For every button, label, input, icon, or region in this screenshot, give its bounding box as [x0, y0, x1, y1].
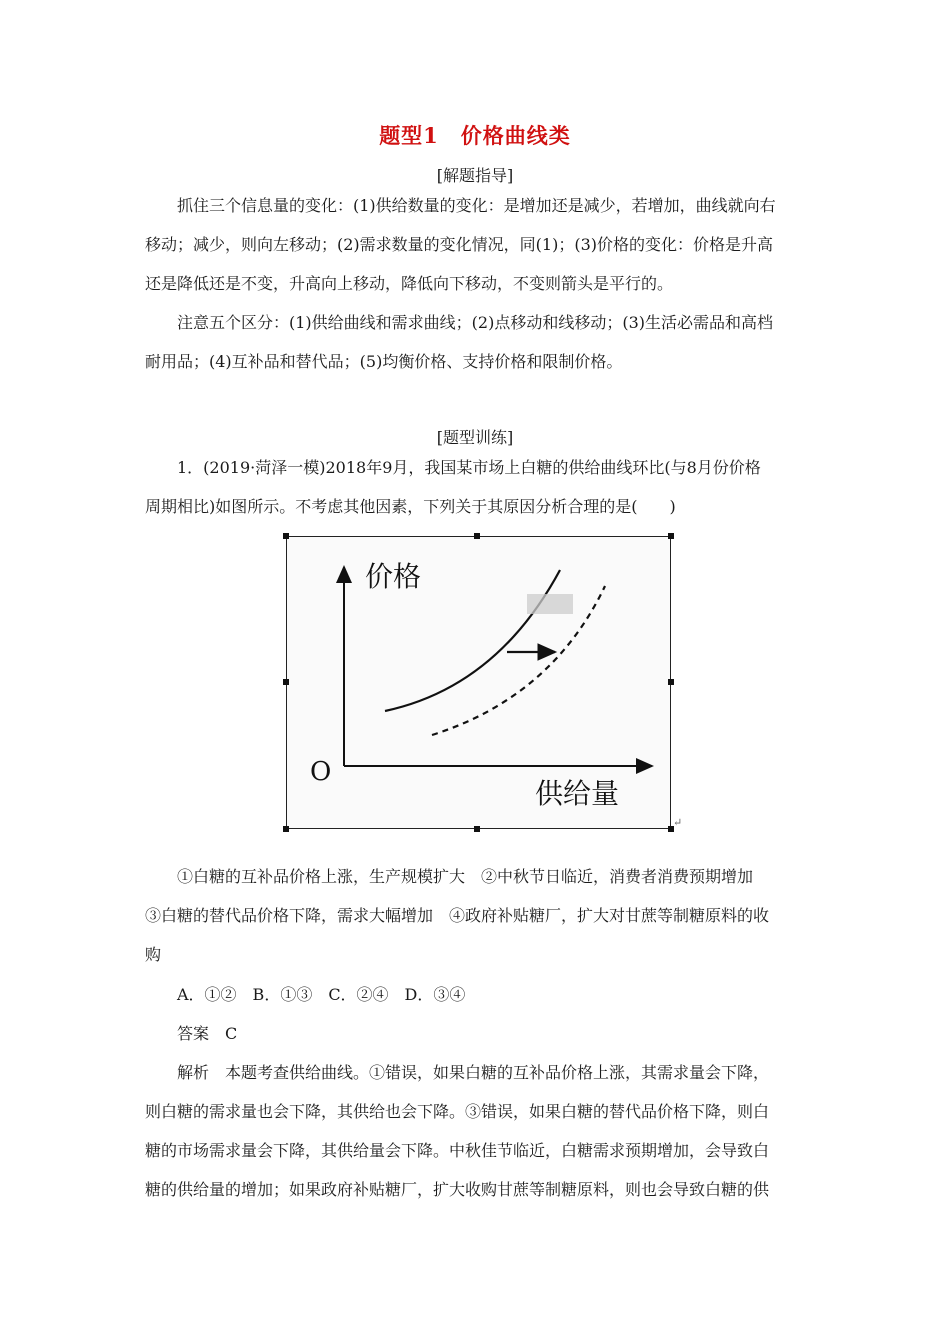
answer-block: [145, 975, 810, 1209]
resize-handle-bottom-left: [283, 826, 289, 832]
options-text: [145, 857, 810, 974]
question-line: 1．(2019·菏泽一模)2018年9月，我国某市场上白糖的供给曲线环比(与8月份价格: [177, 458, 761, 477]
resize-handle-top-left: [283, 533, 289, 539]
option-line: ①白糖的互补品价格上涨，生产规模扩大 ②中秋节日临近，消费者消费预期增加: [177, 867, 754, 886]
option-line: 购: [145, 945, 162, 964]
blurred-mark: [527, 594, 573, 614]
resize-handle-middle-right: [668, 679, 674, 685]
shifted-supply-curve: [432, 586, 605, 735]
resize-handle-top-right: [668, 533, 674, 539]
guide-line: 移动；减少，则向左移动；(2)需求数量的变化情况，同(1)；(3)价格的变化：价格是升高: [145, 235, 773, 254]
choices-line: A．①② B．①③ C．②④ D．③④: [177, 985, 466, 1004]
resize-handle-top-center: [474, 533, 480, 539]
guide-line: 还是降低还是不变，升高向上移动，降低向下移动，不变则箭头是平行的。: [145, 274, 674, 293]
answer-line: 答案 C: [177, 1024, 238, 1043]
analysis-line: 则白糖的需求量也会下降，其供给也会下降。③错误，如果白糖的替代品价格下降，则白: [145, 1102, 770, 1121]
guide-line: 耐用品；(4)互补品和替代品；(5)均衡价格、支持价格和限制价格。: [145, 352, 623, 371]
question-line: 周期相比)如图所示。不考虑其他因素，下列关于其原因分析合理的是( ): [145, 497, 676, 516]
guide-heading: [解题指导]: [436, 166, 514, 185]
resize-handle-bottom-center: [474, 826, 480, 832]
analysis-line: 解析 本题考查供给曲线。①错误，如果白糖的互补品价格上涨，其需求量会下降，: [177, 1063, 770, 1082]
page-title: 题型1 价格曲线类: [379, 123, 571, 148]
origin-label: O: [310, 757, 332, 787]
y-axis-label: 价格: [365, 560, 422, 593]
guide-text: [145, 186, 810, 381]
guide-line: 抓住三个信息量的变化：(1)供给数量的变化：是增加还是减少，若增加，曲线就向右: [177, 196, 776, 215]
analysis-line: 糖的供给量的增加；如果政府补贴糖厂，扩大收购甘蔗等制糖原料，则也会导致白糖的供: [145, 1180, 770, 1199]
guide-line: 注意五个区分：(1)供给曲线和需求曲线；(2)点移动和线移动；(3)生活必需品和高档: [177, 313, 773, 332]
paragraph-return-mark: ↵: [673, 816, 683, 829]
analysis-line: 糖的市场需求量会下降，其供给量会下降。中秋佳节临近，白糖需求预期增加，会导致白: [145, 1141, 770, 1160]
supply-curve-figure: [286, 536, 671, 829]
x-axis-label: 供给量: [535, 777, 620, 810]
question-text: [145, 448, 810, 526]
resize-handle-middle-left: [283, 679, 289, 685]
training-heading: [题型训练]: [436, 428, 514, 447]
supply-curve-diagram: [287, 537, 670, 828]
option-line: ③白糖的替代品价格下降，需求大幅增加 ④政府补贴糖厂，扩大对甘蔗等制糖原料的收: [145, 906, 770, 925]
